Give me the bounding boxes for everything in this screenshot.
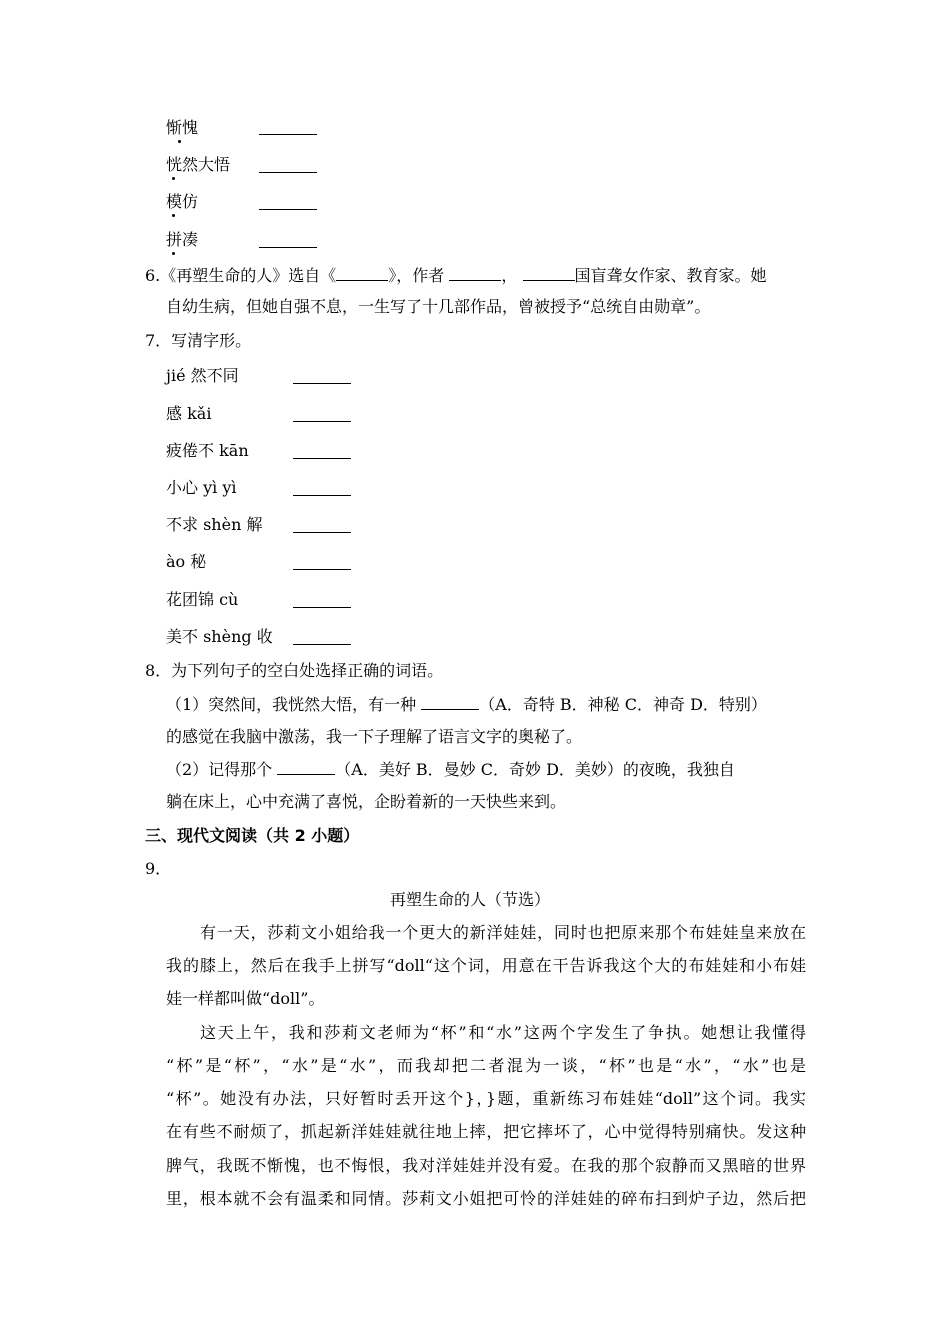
q5-item-1: [166, 118, 198, 138]
answer-blank[interactable]: [293, 555, 351, 570]
passage-line: 有一天，莎莉文小姐给我一个更大的新洋娃娃，同时也把原来那个布娃娃皇来放在: [200, 923, 806, 942]
answer-blank[interactable]: [259, 158, 317, 173]
passage-line: “杯”是“杯”，“水”是“水”，而我却把二者混为一谈，“杯”也是“水”，“水”也是: [166, 1056, 806, 1075]
answer-blank[interactable]: [259, 195, 317, 210]
q9-number: 9．: [145, 859, 172, 878]
emphasis-dot: [178, 140, 181, 143]
q7-item: ào 秘: [166, 552, 207, 571]
q7-item: 疲倦不 kān: [166, 441, 249, 460]
answer-blank[interactable]: [293, 369, 351, 384]
answer-blank[interactable]: [336, 266, 388, 281]
answer-blank[interactable]: [277, 760, 335, 775]
q8-s1-line-2: 的感觉在我脑中激荡，我一下子理解了语言文字的奥秘了。: [166, 727, 583, 746]
q5-item-3: [166, 192, 198, 212]
passage-line: 里，根本就不会有温柔和同情。莎莉文小姐把可怜的洋娃娃的碎布扫到炉子边，然后把: [166, 1189, 806, 1208]
q8-s1-line-1: [166, 695, 767, 715]
q6-text: 》，作者: [388, 266, 445, 285]
q6-text: 6.《再塑生命的人》选自《: [145, 266, 337, 285]
q5-item-2: [166, 155, 230, 175]
q6-text: ，: [501, 266, 518, 285]
q8-s2-line-2: 躺在床上，心中充满了喜悦，企盼着新的一天快些来到。: [166, 792, 567, 811]
answer-blank[interactable]: [293, 481, 351, 496]
passage-line: 脾气，我既不惭愧，也不悔恨，我对洋娃娃并没有爱。在我的那个寂静而又黑暗的世界: [166, 1156, 806, 1175]
passage-line: 娃一样都叫做“doll”。: [166, 989, 325, 1008]
q6-line-1: [145, 266, 767, 286]
q7-item: 花团锦 cù: [166, 590, 239, 609]
q8-s2-line-1: [166, 760, 735, 780]
q6-text: 国盲聋女作家、教育家。她: [574, 266, 767, 285]
answer-blank[interactable]: [293, 630, 351, 645]
q7-item: 不求 shèn 解: [166, 515, 263, 534]
q5-word: 惭愧: [166, 118, 199, 137]
passage-line: 我的膝上，然后在我手上拼写“doll“这个词，用意在干告诉我这个大的布娃娃和小布娃: [166, 956, 806, 975]
passage-line: 在有些不耐烦了，抓起新洋娃娃就往地上摔，把它摔坏了，心中觉得特别痛快。发这种: [166, 1122, 806, 1141]
emphasis-dot: [172, 252, 175, 255]
q5-word: 拼凑: [166, 230, 199, 249]
emphasis-dot: [172, 177, 175, 180]
q8-text: （A．美好 B．曼妙 C．奇妙 D．美妙）的夜晚，我独自: [335, 760, 735, 779]
answer-blank[interactable]: [259, 233, 317, 248]
q7-title: 7．写清字形。: [145, 331, 252, 350]
q7-item: jié 然不同: [166, 366, 239, 385]
answer-blank[interactable]: [293, 518, 351, 533]
answer-blank[interactable]: [293, 593, 351, 608]
passage-line: “杯”。她没有办法，只好暂时丢开这个}，}题，重新练习布娃娃“doll”这个词。我实: [166, 1089, 806, 1108]
q8-text: （2）记得那个: [166, 760, 273, 779]
answer-blank[interactable]: [449, 266, 501, 281]
q8-title: 8．为下列句子的空白处选择正确的词语。: [145, 661, 444, 680]
answer-blank[interactable]: [293, 444, 351, 459]
q8-text: （A．奇特 B．神秘 C．神奇 D．特别）: [479, 695, 767, 714]
q7-item: 美不 shèng 收: [166, 627, 273, 646]
answer-blank[interactable]: [293, 407, 351, 422]
q5-word: 模仿: [166, 192, 199, 211]
passage-line: 这天上午，我和莎莉文老师为“杯”和“水”这两个字发生了争执。她想让我懂得: [200, 1023, 806, 1042]
answer-blank[interactable]: [523, 266, 575, 281]
emphasis-dot: [172, 214, 175, 217]
section-heading: 三、现代文阅读（共 2 小题）: [145, 826, 360, 845]
answer-blank[interactable]: [259, 120, 317, 135]
q5-word: 恍然大悟: [166, 155, 231, 174]
q7-item: 感 kǎi: [166, 404, 212, 423]
q6-line-2: 自幼生病，但她自强不息，一生写了十几部作品，曾被授予“总统自由勋章”。: [166, 297, 711, 316]
q7-item: 小心 yì yì: [166, 478, 237, 497]
answer-blank[interactable]: [421, 695, 479, 710]
q5-item-4: [166, 230, 198, 250]
passage-title: 再塑生命的人（节选）: [390, 890, 551, 909]
q8-text: （1）突然间，我恍然大悟，有一种: [166, 695, 417, 714]
